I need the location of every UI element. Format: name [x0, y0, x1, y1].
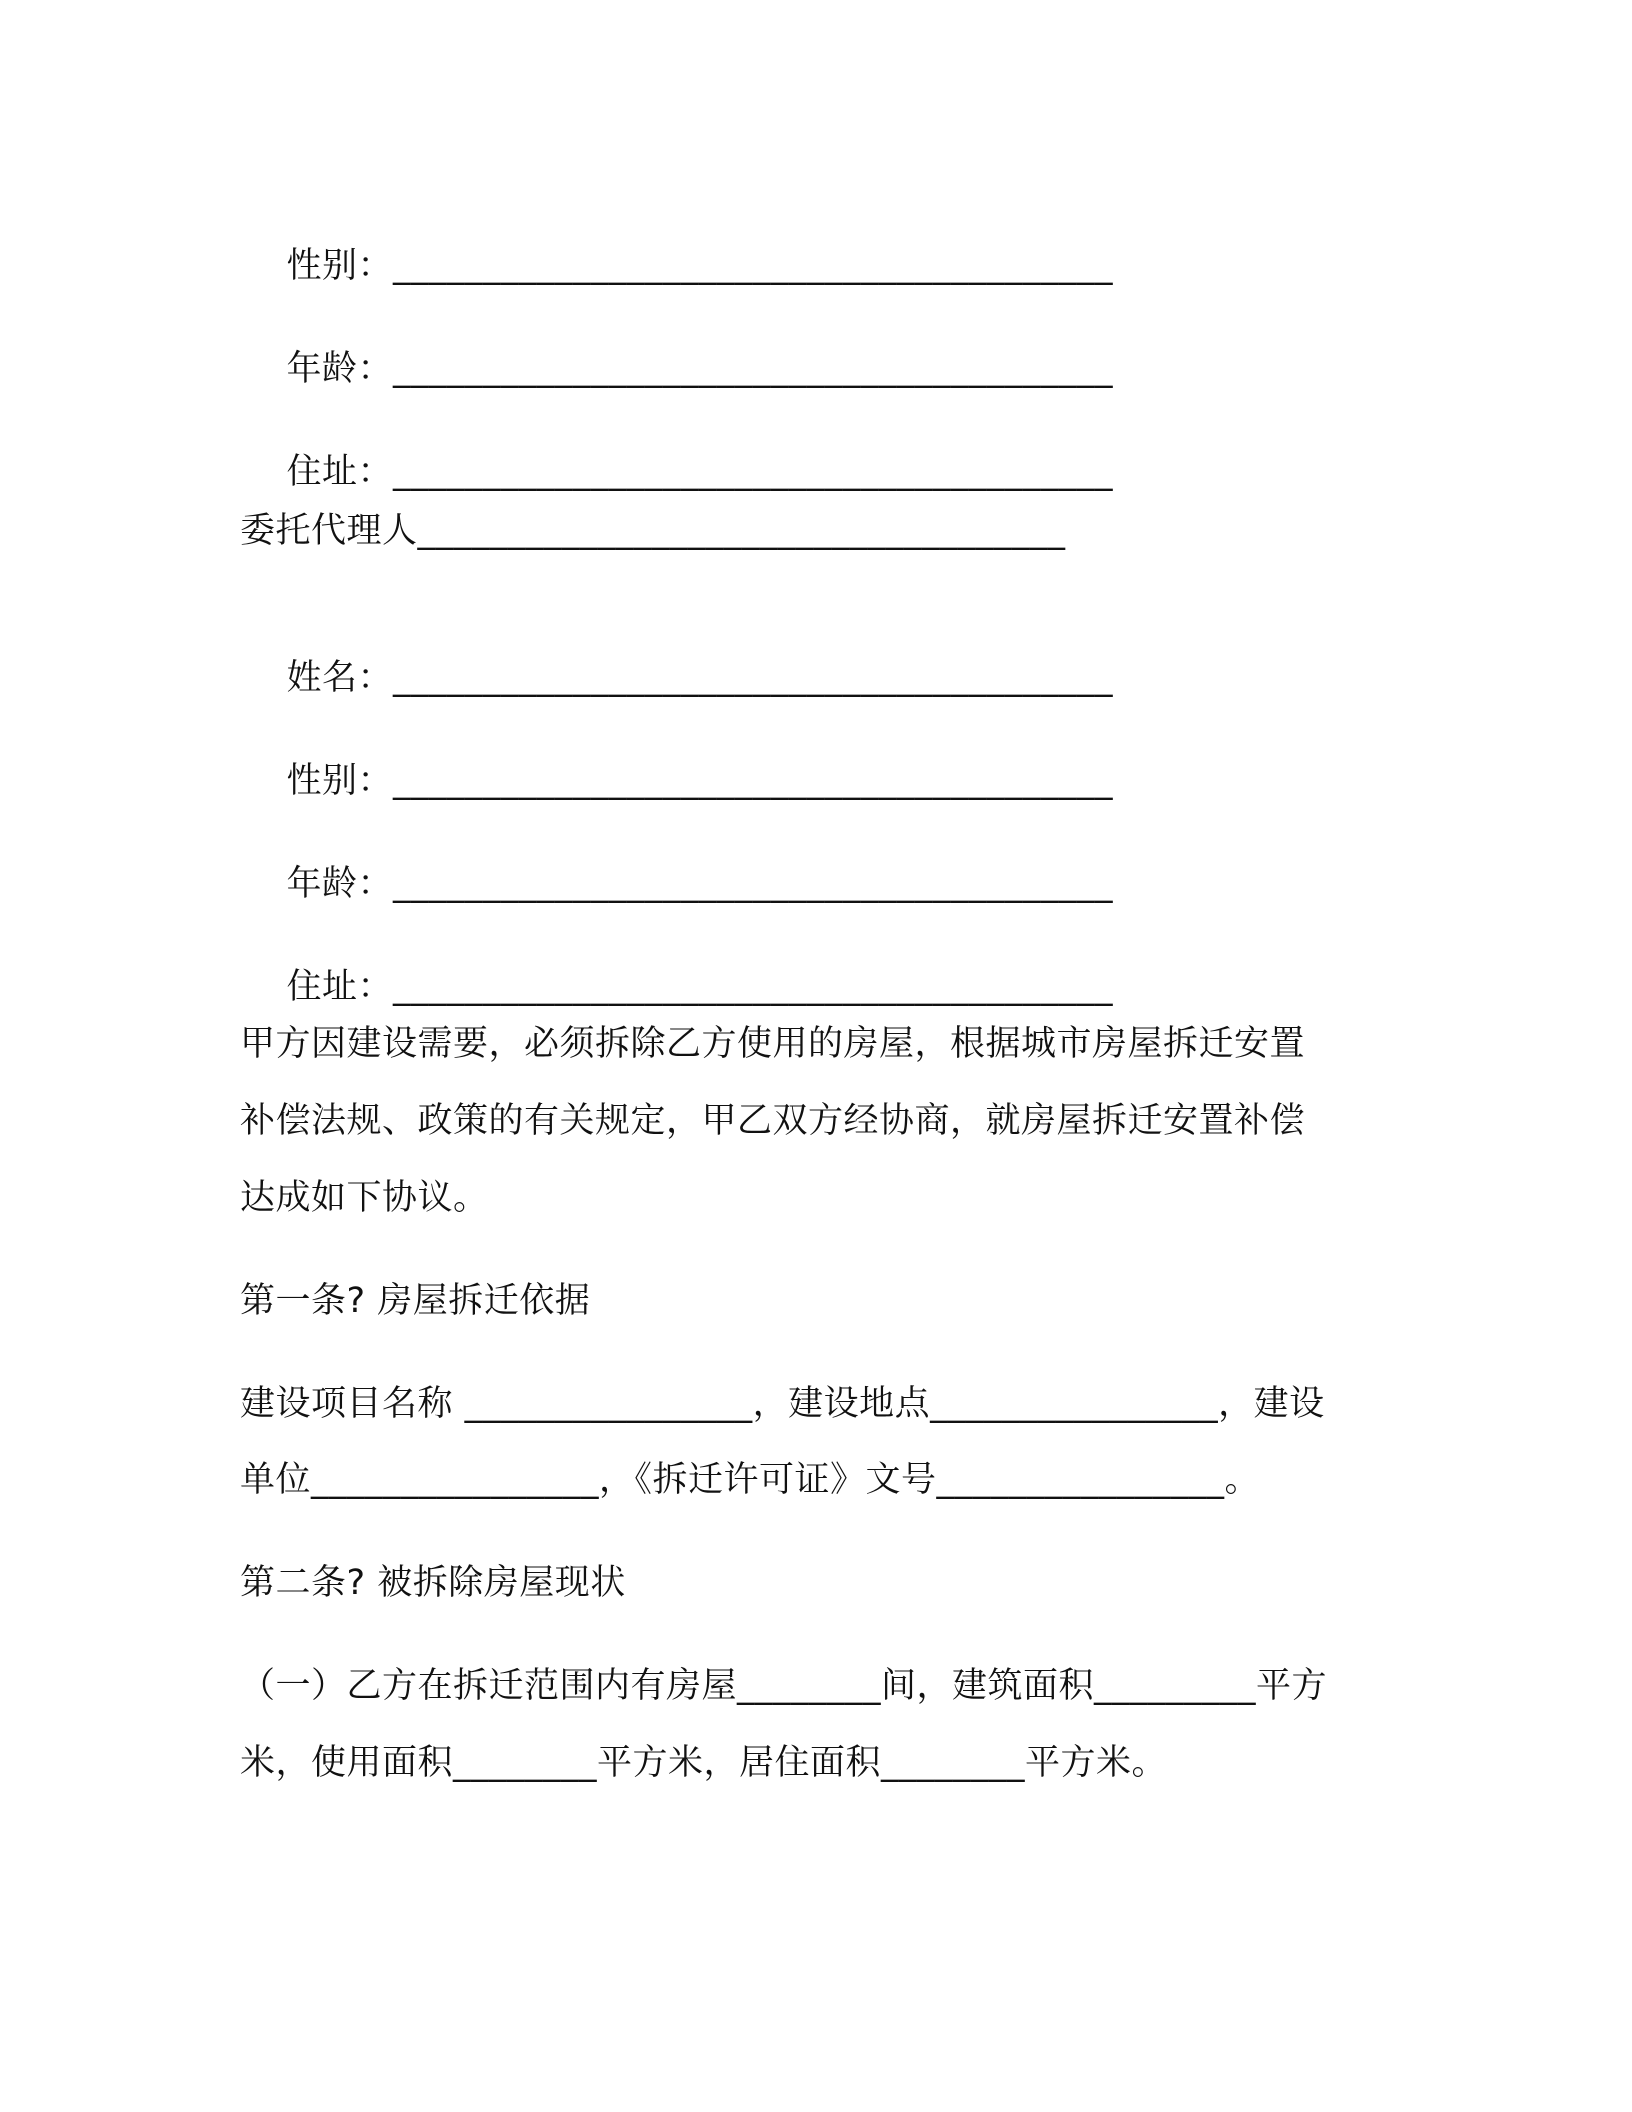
- fill-in-blank: ________________________________________: [393, 349, 1114, 389]
- article-1-line: 建设项目名称 ________________，建设地点________________，建设: [240, 1384, 1325, 1424]
- field-label: 年龄：: [286, 349, 394, 389]
- article-2-title: 第二条? 被拆除房屋现状: [240, 1563, 626, 1603]
- field-label: 住址：: [286, 967, 394, 1007]
- preamble-line: 甲方因建设需要，必须拆除乙方使用的房屋，根据城市房屋拆迁安置: [240, 1024, 1306, 1064]
- fill-in-blank: ________________________________________: [393, 246, 1114, 286]
- fill-in-blank: ________________________________________: [393, 658, 1114, 698]
- article-2-line: 米，使用面积________平方米，居住面积________平方米。: [240, 1743, 1168, 1783]
- field-label: 年龄：: [286, 864, 394, 904]
- preamble-line: 补偿法规、政策的有关规定，甲乙双方经协商，就房屋拆迁安置补偿: [240, 1101, 1306, 1141]
- field-label: 性别：: [286, 246, 394, 286]
- article-2-line: （一）乙方在拆迁范围内有房屋________间，建筑面积_________平方: [240, 1666, 1328, 1706]
- fill-in-blank: ________________________________________: [393, 967, 1114, 1007]
- field-label: 姓名：: [286, 658, 394, 698]
- fill-in-blank: ________________________________________: [393, 761, 1114, 801]
- agent-heading: 委托代理人____________________________________: [240, 511, 1066, 551]
- article-1-title: 第一条? 房屋拆迁依据: [240, 1281, 591, 1321]
- preamble-line: 达成如下协议。: [240, 1178, 489, 1218]
- field-label: 住址：: [286, 452, 394, 492]
- field-label: 性别：: [286, 761, 394, 801]
- fill-in-blank: ________________________________________: [393, 452, 1114, 492]
- article-1-line: 单位________________，《拆迁许可证》文号________________。: [240, 1460, 1261, 1500]
- fill-in-blank: ________________________________________: [393, 864, 1114, 904]
